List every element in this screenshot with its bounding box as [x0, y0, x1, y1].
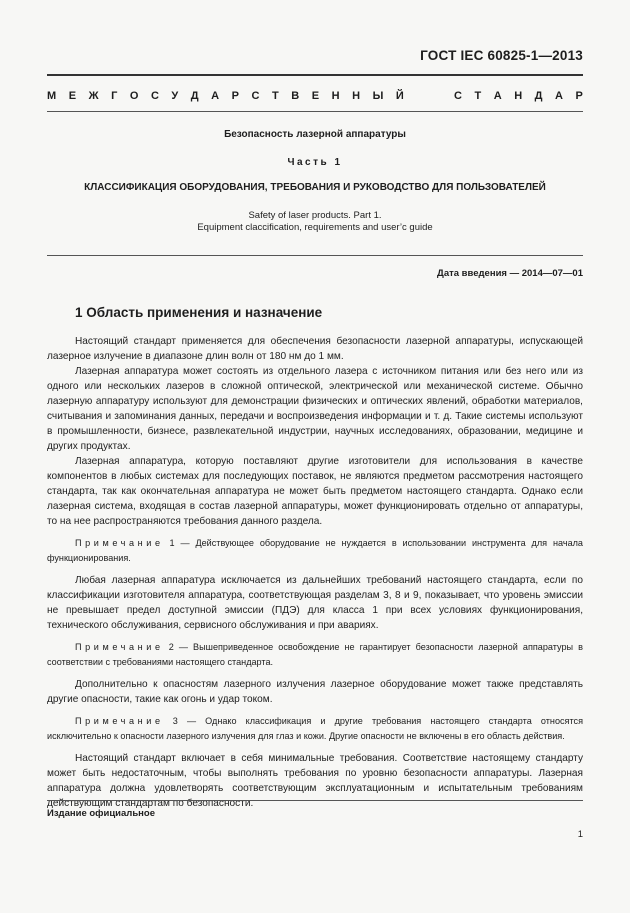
banner-letter: В	[291, 90, 300, 102]
official-edition-label: Издание официальное	[47, 808, 155, 819]
interstate-standard-banner	[47, 90, 583, 102]
note-1	[47, 536, 583, 566]
paragraph: Дополнительно к опасностям лазерного излучения лазерное оборудование может также представлять другие опасности, такие как огонь и удар током.	[47, 679, 583, 705]
paragraph: Настоящий стандарт применяется для обеспечения безопасности лазерной аппаратуры, испускающей лазерное излучение в диапазоне длин волн от 180 нм до 1 мм.	[47, 336, 583, 362]
paragraph: Любая лазерная аппаратура исключается из дальнейших требований настоящего стандарта, если по классификации изготовителя аппаратура, соответствующая разделам 3, 8 и 9, показывает, что уровень эмиссии не превышает предел доступной эмиссии (ПДЭ) для класса 1 при всех условиях функционирования, технического обслуживания, сервисного обслуживания и при авариях.	[47, 575, 583, 631]
note-3	[47, 714, 583, 744]
paragraph: Настоящий стандарт включает в себя минимальные требования. Соответствие настоящему стандарту может быть недостаточным, чтобы выполнять требования по уровню безопасности аппаратуры. Лазерная аппаратура должна удовлетворять соответствующим эксплуатационным и испытательным требованиям действующим стандартам по безопасности.	[47, 753, 583, 809]
note-text: 1 — Действующее оборудование не нуждается в использовании инструмента для начала функционирования.	[47, 538, 583, 563]
banner-letter: О	[129, 90, 139, 102]
paragraph: Лазерная аппаратура, которую поставляют другие изготовители для использования в качестве компонентов в любых системах для последующих поставок, не являются предметом рассмотрения настоящего стандарта, так как окончательная аппаратура не может быть предметом настоящего стандарта. Однако если лазерная система, входящая в состав лазерной аппаратуры, может функционировать отдельно от аппаратуры, то на нее распространяются требования данного раздела.	[47, 456, 583, 527]
note-text: 2 — Вышеприведенное освобождение не гарантирует безопасности лазерной аппаратуры в соответствии с требованиями настоящего стандарта.	[47, 642, 583, 667]
banner-letter: Т	[272, 90, 279, 102]
banner-letter: А	[555, 90, 563, 102]
standard-id: ГОСТ IEC 60825-1—2013	[420, 48, 583, 63]
header-rule	[47, 74, 583, 76]
banner-letter: Й	[395, 90, 404, 102]
banner-letter: Т	[474, 90, 482, 102]
banner-letter: А	[211, 90, 220, 102]
banner-rule	[47, 111, 583, 112]
note-label: Примечание	[75, 716, 164, 726]
banner-letter: Е	[68, 90, 77, 102]
main-title: КЛАССИФИКАЦИЯ ОБОРУДОВАНИЯ, ТРЕБОВАНИЯ И РУКОВОДСТВО ДЛЯ ПОЛЬЗОВАТЕЛЕЙ	[84, 182, 546, 193]
banner-letter: Ж	[88, 90, 99, 102]
note-label: Примечание	[75, 642, 164, 652]
english-title-line-1: Safety of laser products. Part 1.	[248, 210, 382, 221]
banner-letter: Ы	[372, 90, 384, 102]
banner-letter: У	[171, 90, 179, 102]
banner-letter: Н	[352, 90, 361, 102]
section-body	[47, 334, 583, 811]
banner-letter: Г	[111, 90, 118, 102]
document-title: Безопасность лазерной аппаратуры	[224, 129, 406, 140]
banner-letter: Д	[534, 90, 543, 102]
note-text: 3 — Однако классификация и другие требования настоящего стандарта относятся исключительно к опасности лазерного излучения для глаз и кожи. Другие опасности не включены в его область действия.	[47, 716, 584, 741]
banner-letter: С	[453, 90, 462, 102]
banner-letter: М	[47, 90, 57, 102]
banner-letter: Н	[514, 90, 523, 102]
banner-letter: Е	[311, 90, 320, 102]
page-number: 1	[577, 829, 583, 840]
section-heading: 1 Область применения и назначение	[75, 305, 323, 320]
footer-rule	[47, 800, 583, 801]
note-2	[47, 640, 583, 670]
paragraph: Лазерная аппаратура может состоять из отдельного лазера с источником питания или без него или из одного или нескольких лазеров в сложной оптической, электрической или механической системе. Обычно лазерную аппаратуру используют для демонстрации физических и оптических явлений, обработки материалов, считывания и запоминания данных, передачи и воспроизведения информации и т. д. Такие системы используют в промышленности, бизнесе, развлекательной индустрии, научных исследованиях, образовании, медицине и других продуктах.	[47, 366, 583, 452]
introduction-date: Дата введения — 2014—07—01	[437, 268, 583, 279]
english-title-line-2: Equipment claccification, requirements and user’c guide	[197, 222, 433, 233]
banner-letter: С	[150, 90, 159, 102]
note-label: Примечание	[75, 538, 164, 548]
part-label: Часть 1	[287, 157, 343, 168]
banner-letter: Р	[231, 90, 239, 102]
banner-letter: Р	[575, 90, 583, 102]
banner-letter: Д	[190, 90, 199, 102]
banner-letter: С	[251, 90, 260, 102]
banner-letter: Н	[331, 90, 340, 102]
date-rule	[47, 255, 583, 256]
banner-letter: А	[493, 90, 502, 102]
